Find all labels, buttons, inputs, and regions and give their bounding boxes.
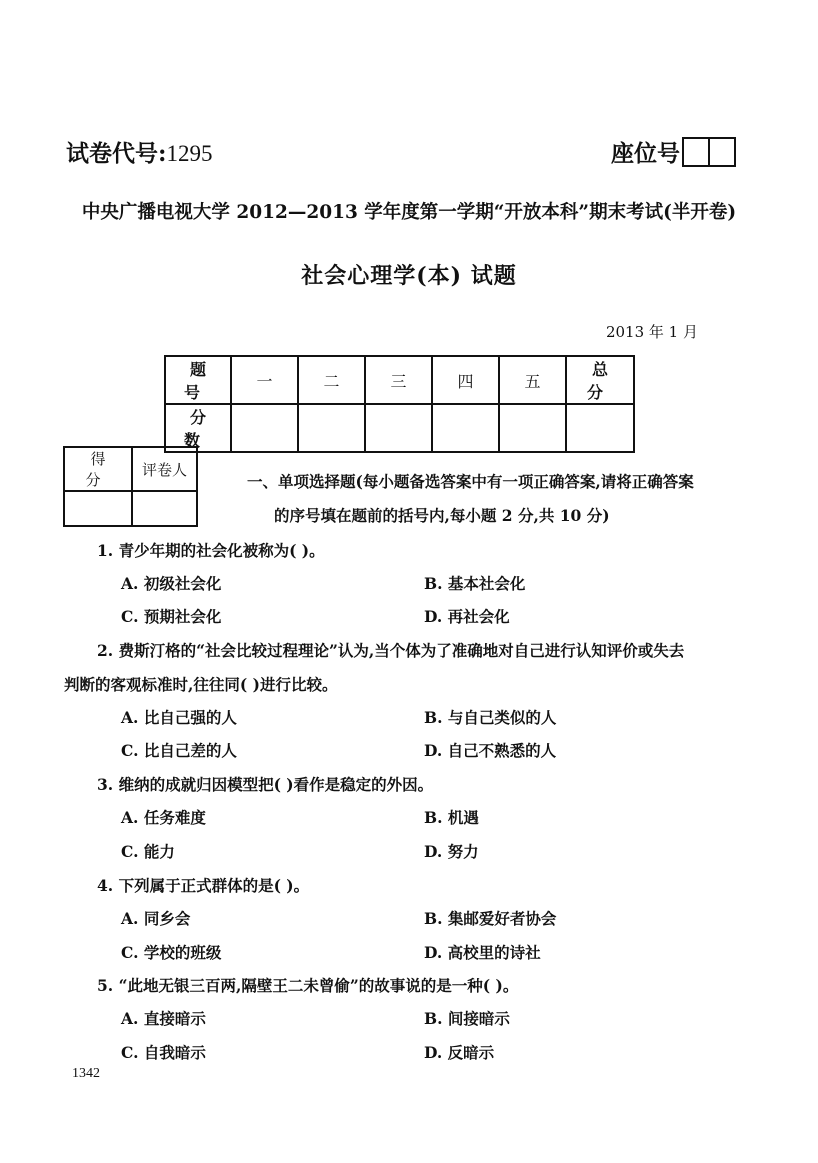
grader-score-label: 得 分	[64, 447, 132, 491]
exam-header: 中央广播电视大学 2012—2013 学年度第一学期“开放本科”期末考试(半开卷)	[81, 202, 737, 223]
seat-box[interactable]	[682, 137, 710, 167]
exam-title: 社会心理学(本) 试题	[301, 263, 517, 289]
score-table-header-cell: 二	[298, 356, 365, 404]
grader-score-cell[interactable]	[64, 491, 132, 526]
score-table-header-cell: 三	[365, 356, 432, 404]
score-cell[interactable]	[566, 404, 634, 452]
question-2-option-d: D. 自己不熟悉的人	[424, 741, 557, 760]
score-table-header-cell: 四	[432, 356, 499, 404]
exam-date: 2013 年 1 月	[605, 323, 698, 341]
question-2-stem-line1: 2. 费斯汀格的“社会比较过程理论”认为,当个体为了准确地对自己进行认知评价或失去	[97, 641, 685, 660]
question-2-option-b: B. 与自己类似的人	[424, 708, 557, 727]
score-cell[interactable]	[231, 404, 298, 452]
question-5-option-b: B. 间接暗示	[424, 1009, 510, 1028]
question-2-option-a: A. 比自己强的人	[121, 708, 237, 727]
question-5-option-d: D. 反暗示	[424, 1043, 495, 1062]
page-number: 1342	[72, 1066, 100, 1081]
grader-name-cell[interactable]	[132, 491, 197, 526]
question-5-option-c: C. 自我暗示	[121, 1043, 206, 1062]
question-4-option-d: D. 高校里的诗社	[424, 943, 541, 962]
question-1-option-d: D. 再社会化	[424, 607, 510, 626]
question-4-option-b: B. 集邮爱好者协会	[424, 909, 557, 928]
question-1-option-b: B. 基本社会化	[424, 574, 526, 593]
question-3-option-a: A. 任务难度	[121, 808, 206, 827]
question-1-stem: 1. 青少年期的社会化被称为( )。	[97, 541, 325, 560]
paper-code	[66, 135, 213, 168]
paper-code-label: 试卷代号:	[66, 140, 167, 167]
question-2-option-c: C. 比自己差的人	[121, 741, 237, 760]
paper-code-number: 1295	[166, 141, 213, 166]
score-cell[interactable]	[365, 404, 432, 452]
score-table-header-cell: 题 号	[165, 356, 231, 404]
seat-box[interactable]	[708, 137, 736, 167]
score-cell[interactable]	[298, 404, 365, 452]
score-cell[interactable]	[499, 404, 566, 452]
section-instructions-line2: 的序号填在题前的括号内,每小题 2 分,共 10 分)	[274, 506, 610, 525]
seat-number-label: 座位号	[611, 140, 680, 167]
question-3-option-b: B. 机遇	[424, 808, 479, 827]
score-table-row-label: 分 数	[165, 404, 231, 452]
section-instructions-line1: 一、单项选择题(每小题备选答案中有一项正确答案,请将正确答案	[247, 472, 694, 491]
grader-table	[63, 446, 198, 527]
score-table-header-cell: 五	[499, 356, 566, 404]
question-3-option-d: D. 努力	[424, 842, 479, 861]
question-3-option-c: C. 能力	[121, 842, 175, 861]
score-table-header-row	[165, 356, 634, 404]
question-4-stem: 4. 下列属于正式群体的是( )。	[97, 876, 310, 895]
score-table-header-cell: 一	[231, 356, 298, 404]
question-1-option-a: A. 初级社会化	[121, 574, 222, 593]
grader-name-label: 评卷人	[132, 447, 197, 491]
seat-number	[611, 135, 736, 168]
question-2-stem-line2: 判断的客观标准时,往往同( )进行比较。	[64, 675, 338, 694]
question-5-option-a: A. 直接暗示	[121, 1009, 206, 1028]
question-4-option-c: C. 学校的班级	[121, 943, 222, 962]
question-1-option-c: C. 预期社会化	[121, 607, 222, 626]
question-4-option-a: A. 同乡会	[121, 909, 191, 928]
score-table	[164, 355, 635, 453]
score-cell[interactable]	[432, 404, 499, 452]
score-table-score-row	[165, 404, 634, 452]
question-5-stem: 5. “此地无银三百两,隔壁王二未曾偷”的故事说的是一种( )。	[97, 976, 519, 995]
question-3-stem: 3. 维纳的成就归因模型把( )看作是稳定的外因。	[97, 775, 434, 794]
score-table-header-cell: 总 分	[566, 356, 634, 404]
